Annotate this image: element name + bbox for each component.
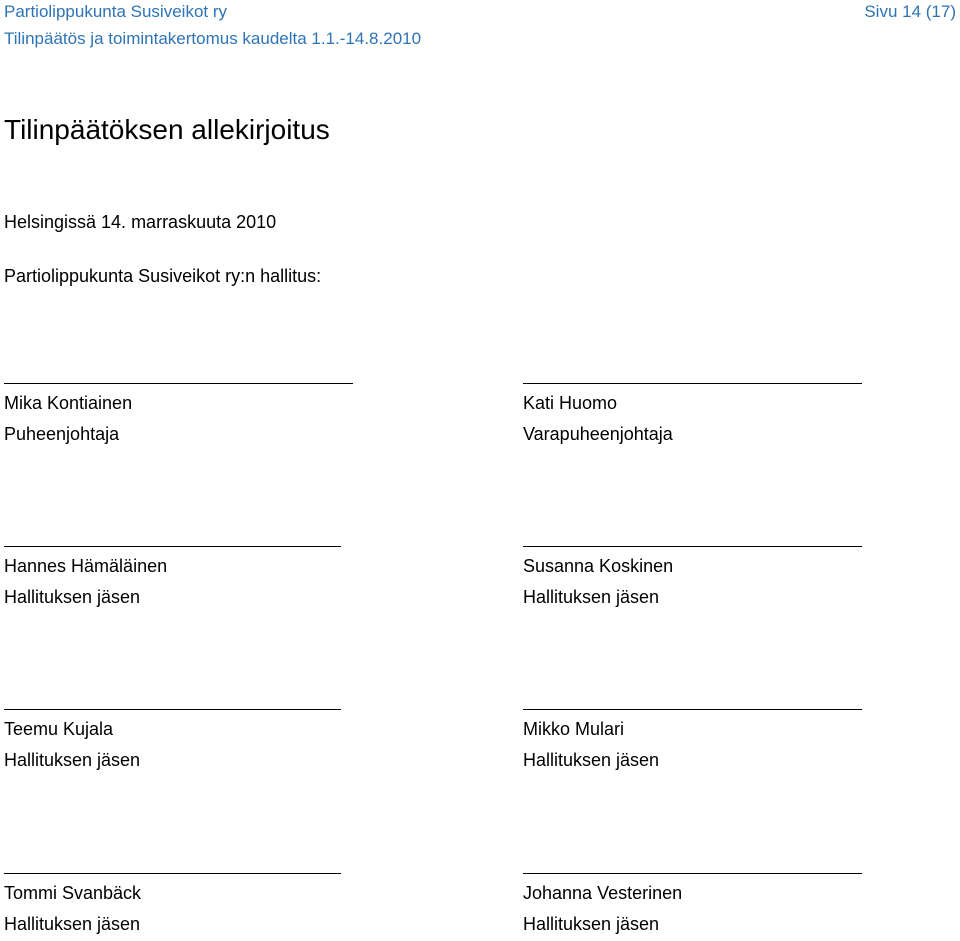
signatory-name: Johanna Vesterinen <box>523 883 683 903</box>
signature-block <box>523 709 863 771</box>
signature-block <box>4 873 364 935</box>
board-intro: Partiolippukunta Susiveikot ry:n hallitus: <box>4 266 322 286</box>
signature-block <box>4 546 364 608</box>
signature-line <box>4 873 341 874</box>
signatory-role: Hallituksen jäsen <box>523 750 660 770</box>
signatory-name: Kati Huomo <box>523 393 618 413</box>
signature-line <box>523 383 862 384</box>
signatory-role: Hallituksen jäsen <box>523 914 660 934</box>
signatory-role: Puheenjohtaja <box>4 424 120 444</box>
signatory-role: Hallituksen jäsen <box>4 750 141 770</box>
page-title: Tilinpäätöksen allekirjoitus <box>4 114 330 145</box>
signatory-role: Hallituksen jäsen <box>4 914 141 934</box>
signature-line <box>523 873 862 874</box>
signatory-role: Hallituksen jäsen <box>4 587 141 607</box>
signatory-role: Hallituksen jäsen <box>523 587 660 607</box>
signature-block <box>4 383 364 445</box>
signature-line <box>523 546 862 547</box>
place-and-date: Helsingissä 14. marraskuuta 2010 <box>4 212 277 232</box>
signatory-role: Varapuheenjohtaja <box>523 424 673 444</box>
signature-block <box>4 709 364 771</box>
signatory-name: Susanna Koskinen <box>523 556 674 576</box>
signature-block <box>523 546 863 608</box>
signatory-name: Hannes Hämäläinen <box>4 556 168 576</box>
signature-block <box>523 873 863 935</box>
signature-line <box>4 383 353 384</box>
signatory-name: Mikko Mulari <box>523 719 625 739</box>
signature-block <box>523 383 863 445</box>
page-number: Sivu 14 (17) <box>864 2 956 21</box>
signatory-name: Tommi Svanbäck <box>4 883 142 903</box>
signatory-name: Mika Kontiainen <box>4 393 133 413</box>
header-organization: Partiolippukunta Susiveikot ry <box>4 2 228 21</box>
signature-line <box>523 709 862 710</box>
signature-line <box>4 546 341 547</box>
header-subtitle: Tilinpäätös ja toimintakertomus kaudelta 1.1.-14.8.2010 <box>4 29 422 48</box>
signatory-name: Teemu Kujala <box>4 719 114 739</box>
signature-line <box>4 709 341 710</box>
